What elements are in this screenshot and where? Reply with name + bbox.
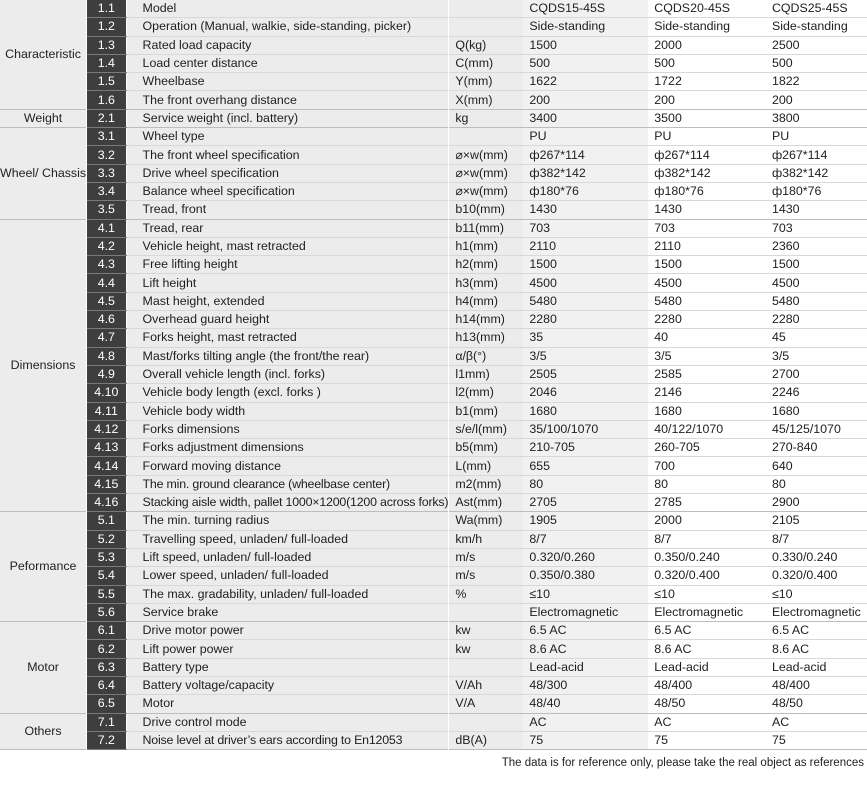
spec-item-label: Motor [126, 695, 449, 713]
spec-unit: L(mm) [449, 457, 524, 475]
row-number: 4.1 [87, 219, 126, 237]
spec-unit: % [449, 585, 524, 603]
value-cqds15-45s: 48/300 [523, 676, 648, 694]
spec-unit: h4(mm) [449, 292, 524, 310]
value-cqds20-45s: 200 [648, 91, 766, 109]
value-cqds20-45s: 75 [648, 731, 766, 749]
value-cqds20-45s: 1722 [648, 73, 766, 91]
value-cqds25-45s: 2105 [766, 512, 867, 530]
spec-row-6-5 [0, 695, 867, 713]
value-cqds25-45s: 1680 [766, 402, 867, 420]
value-cqds20-45s: 2000 [648, 512, 766, 530]
value-cqds25-45s: Electromagnetic [766, 603, 867, 621]
value-cqds20-45s: 3500 [648, 109, 766, 127]
spec-row-5-3 [0, 548, 867, 566]
spec-row-7-1 [0, 713, 867, 731]
value-cqds20-45s: 40 [648, 329, 766, 347]
spec-item-label: Forks height, mast retracted [126, 329, 449, 347]
spec-row-6-4 [0, 676, 867, 694]
value-cqds25-45s: 2246 [766, 384, 867, 402]
spec-item-label: Battery type [126, 658, 449, 676]
spec-row-5-6 [0, 603, 867, 621]
value-cqds20-45s: 2000 [648, 36, 766, 54]
row-number: 2.1 [87, 109, 126, 127]
spec-item-label: Drive motor power [126, 622, 449, 640]
row-number: 4.15 [87, 475, 126, 493]
value-cqds25-45s: 8/7 [766, 530, 867, 548]
value-cqds25-45s: 2900 [766, 494, 867, 512]
spec-unit: Ast(mm) [449, 494, 524, 512]
spec-row-1-3 [0, 36, 867, 54]
row-number: 5.1 [87, 512, 126, 530]
row-number: 4.6 [87, 311, 126, 329]
row-number: 4.13 [87, 439, 126, 457]
footer-note: The data is for reference only, please take the real object as references [501, 757, 864, 769]
value-cqds15-45s: ф180*76 [523, 182, 648, 200]
spec-unit: C(mm) [449, 54, 524, 72]
row-number: 1.6 [87, 91, 126, 109]
spec-item-label: Noise level at driver’s ears according to En12053 [126, 731, 449, 749]
spec-item-label: Tread, rear [126, 219, 449, 237]
group-label: Wheel/ Chassis [0, 128, 87, 219]
spec-row-4-12 [0, 420, 867, 438]
spec-unit: m2(mm) [449, 475, 524, 493]
spec-unit: ⌀×w(mm) [449, 164, 524, 182]
value-cqds20-45s: 0.350/0.240 [648, 548, 766, 566]
value-cqds25-45s: 75 [766, 731, 867, 749]
value-cqds20-45s: 2585 [648, 365, 766, 383]
value-cqds25-45s: 0.330/0.240 [766, 548, 867, 566]
value-cqds15-45s: 1622 [523, 73, 648, 91]
spec-unit: m/s [449, 567, 524, 585]
value-cqds20-45s: Electromagnetic [648, 603, 766, 621]
spec-item-label: Wheel type [126, 128, 449, 146]
spec-row-6-1 [0, 622, 867, 640]
spec-row-3-2 [0, 146, 867, 164]
spec-row-4-16 [0, 494, 867, 512]
value-cqds15-45s: 210-705 [523, 439, 648, 457]
spec-item-label: The max. gradability, unladen/ full-loaded [126, 585, 449, 603]
row-number: 5.2 [87, 530, 126, 548]
spec-item-label: Tread, front [126, 201, 449, 219]
value-cqds25-45s: 0.320/0.400 [766, 567, 867, 585]
spec-row-5-1 [0, 512, 867, 530]
spec-item-label: Travelling speed, unladen/ full-loaded [126, 530, 449, 548]
value-cqds25-45s: 1822 [766, 73, 867, 91]
row-number: 7.2 [87, 731, 126, 749]
value-cqds15-45s: ф382*142 [523, 164, 648, 182]
spec-unit [449, 713, 524, 731]
row-number: 4.10 [87, 384, 126, 402]
value-cqds15-45s: 6.5 AC [523, 622, 648, 640]
group-label: Peformance [0, 512, 87, 622]
value-cqds15-45s: 8.6 AC [523, 640, 648, 658]
spec-item-label: Lift speed, unladen/ full-loaded [126, 548, 449, 566]
value-cqds20-45s: 1680 [648, 402, 766, 420]
spec-unit: Q(kg) [449, 36, 524, 54]
row-number: 3.5 [87, 201, 126, 219]
value-cqds25-45s: 4500 [766, 274, 867, 292]
row-number: 4.16 [87, 494, 126, 512]
spec-unit: ⌀×w(mm) [449, 146, 524, 164]
value-cqds20-45s: 3/5 [648, 347, 766, 365]
value-cqds25-45s: 3800 [766, 109, 867, 127]
value-cqds25-45s: 80 [766, 475, 867, 493]
spec-unit: h1(mm) [449, 237, 524, 255]
value-cqds15-45s: 1500 [523, 36, 648, 54]
value-cqds15-45s: PU [523, 128, 648, 146]
spec-item-label: The front wheel specification [126, 146, 449, 164]
value-cqds20-45s: ф382*142 [648, 164, 766, 182]
value-cqds20-45s: AC [648, 713, 766, 731]
row-number: 6.3 [87, 658, 126, 676]
spec-item-label: Service weight (incl. battery) [126, 109, 449, 127]
spec-item-label: Wheelbase [126, 73, 449, 91]
value-cqds20-45s: 1430 [648, 201, 766, 219]
row-number: 7.1 [87, 713, 126, 731]
value-cqds25-45s: Lead-acid [766, 658, 867, 676]
spec-row-1-5 [0, 73, 867, 91]
spec-unit: l1mm) [449, 365, 524, 383]
spec-row-4-14 [0, 457, 867, 475]
value-cqds15-45s: 2280 [523, 311, 648, 329]
value-cqds25-45s: ф180*76 [766, 182, 867, 200]
value-cqds25-45s: ф267*114 [766, 146, 867, 164]
value-cqds15-45s: CQDS15-45S [523, 0, 648, 18]
spec-item-label: Drive wheel specification [126, 164, 449, 182]
value-cqds15-45s: AC [523, 713, 648, 731]
row-number: 4.11 [87, 402, 126, 420]
group-label: Dimensions [0, 219, 87, 512]
spec-item-label: The front overhang distance [126, 91, 449, 109]
value-cqds25-45s: 48/50 [766, 695, 867, 713]
value-cqds15-45s: 655 [523, 457, 648, 475]
value-cqds20-45s: 700 [648, 457, 766, 475]
spec-unit [449, 0, 524, 18]
row-number: 3.3 [87, 164, 126, 182]
value-cqds15-45s: 2505 [523, 365, 648, 383]
value-cqds25-45s: 3/5 [766, 347, 867, 365]
value-cqds20-45s: ≤10 [648, 585, 766, 603]
spec-row-2-1 [0, 109, 867, 127]
spec-row-1-4 [0, 54, 867, 72]
row-number: 1.3 [87, 36, 126, 54]
row-number: 4.9 [87, 365, 126, 383]
value-cqds15-45s: 3400 [523, 109, 648, 127]
row-number: 1.5 [87, 73, 126, 91]
value-cqds15-45s: 1680 [523, 402, 648, 420]
row-number: 3.2 [87, 146, 126, 164]
row-number: 6.5 [87, 695, 126, 713]
spec-unit: X(mm) [449, 91, 524, 109]
spec-row-1-2 [0, 18, 867, 36]
value-cqds25-45s: 1430 [766, 201, 867, 219]
row-number: 4.5 [87, 292, 126, 310]
value-cqds25-45s: 8.6 AC [766, 640, 867, 658]
row-number: 1.2 [87, 18, 126, 36]
spec-unit: V/Ah [449, 676, 524, 694]
spec-row-4-7 [0, 329, 867, 347]
spec-item-label: Free lifting height [126, 256, 449, 274]
spec-row-4-6 [0, 311, 867, 329]
value-cqds20-45s: 2146 [648, 384, 766, 402]
spec-item-label: Lift height [126, 274, 449, 292]
spec-item-label: Load center distance [126, 54, 449, 72]
value-cqds20-45s: 2785 [648, 494, 766, 512]
value-cqds20-45s: 0.320/0.400 [648, 567, 766, 585]
spec-item-label: Forks adjustment dimensions [126, 439, 449, 457]
row-number: 4.3 [87, 256, 126, 274]
value-cqds20-45s: 500 [648, 54, 766, 72]
spec-row-1-6 [0, 91, 867, 109]
value-cqds20-45s: 2280 [648, 311, 766, 329]
value-cqds15-45s: 80 [523, 475, 648, 493]
value-cqds25-45s: 500 [766, 54, 867, 72]
row-number: 4.8 [87, 347, 126, 365]
row-number: 3.4 [87, 182, 126, 200]
spec-item-label: Overall vehicle length (incl. forks) [126, 365, 449, 383]
row-number: 1.4 [87, 54, 126, 72]
value-cqds20-45s: 40/122/1070 [648, 420, 766, 438]
spec-row-4-9 [0, 365, 867, 383]
spec-item-label: Forks dimensions [126, 420, 449, 438]
spec-item-label: The min. ground clearance (wheelbase center) [126, 475, 449, 493]
spec-item-label: Mast/forks tilting angle (the front/the rear) [126, 347, 449, 365]
value-cqds15-45s: 0.350/0.380 [523, 567, 648, 585]
spec-unit [449, 128, 524, 146]
row-number: 4.4 [87, 274, 126, 292]
spec-unit: kw [449, 640, 524, 658]
spec-item-label: Balance wheel specification [126, 182, 449, 200]
value-cqds15-45s: 3/5 [523, 347, 648, 365]
spec-item-label: Vehicle body width [126, 402, 449, 420]
value-cqds15-45s: Side-standing [523, 18, 648, 36]
value-cqds20-45s: Lead-acid [648, 658, 766, 676]
row-number: 4.14 [87, 457, 126, 475]
value-cqds15-45s: 75 [523, 731, 648, 749]
value-cqds25-45s: ≤10 [766, 585, 867, 603]
value-cqds20-45s: Side-standing [648, 18, 766, 36]
value-cqds15-45s: ≤10 [523, 585, 648, 603]
spec-unit: kg [449, 109, 524, 127]
spec-row-3-4 [0, 182, 867, 200]
spec-row-5-4 [0, 567, 867, 585]
value-cqds20-45s: 1500 [648, 256, 766, 274]
value-cqds25-45s: 2700 [766, 365, 867, 383]
spec-unit: V/A [449, 695, 524, 713]
spec-unit: kw [449, 622, 524, 640]
spec-item-label: Battery voltage/capacity [126, 676, 449, 694]
spec-row-4-5 [0, 292, 867, 310]
spec-item-label: Vehicle height, mast retracted [126, 237, 449, 255]
spec-item-label: Lift power power [126, 640, 449, 658]
value-cqds25-45s: 2500 [766, 36, 867, 54]
row-number: 3.1 [87, 128, 126, 146]
spec-item-label: Operation (Manual, walkie, side-standing, picker) [126, 18, 449, 36]
spec-row-6-2 [0, 640, 867, 658]
spec-row-5-2 [0, 530, 867, 548]
spec-item-label: Stacking aisle width, pallet 1000×1200(1200 across forks) [126, 494, 449, 512]
spec-row-7-2 [0, 731, 867, 749]
row-number: 6.4 [87, 676, 126, 694]
group-label: Characteristic [0, 0, 87, 109]
spec-unit: ⌀×w(mm) [449, 182, 524, 200]
row-number: 6.1 [87, 622, 126, 640]
value-cqds25-45s: ф382*142 [766, 164, 867, 182]
value-cqds20-45s: 703 [648, 219, 766, 237]
value-cqds25-45s: 5480 [766, 292, 867, 310]
value-cqds20-45s: 8/7 [648, 530, 766, 548]
value-cqds25-45s: 45/125/1070 [766, 420, 867, 438]
value-cqds15-45s: 2705 [523, 494, 648, 512]
spec-unit: h14(mm) [449, 311, 524, 329]
value-cqds25-45s: 6.5 AC [766, 622, 867, 640]
value-cqds20-45s: 260-705 [648, 439, 766, 457]
spec-unit: Y(mm) [449, 73, 524, 91]
spec-unit: Wa(mm) [449, 512, 524, 530]
value-cqds20-45s: CQDS20-45S [648, 0, 766, 18]
spec-unit: dB(A) [449, 731, 524, 749]
row-number: 5.4 [87, 567, 126, 585]
value-cqds25-45s: 48/400 [766, 676, 867, 694]
row-number: 4.7 [87, 329, 126, 347]
value-cqds20-45s: 80 [648, 475, 766, 493]
value-cqds15-45s: 500 [523, 54, 648, 72]
value-cqds15-45s: ф267*114 [523, 146, 648, 164]
value-cqds15-45s: 1500 [523, 256, 648, 274]
spec-row-4-13 [0, 439, 867, 457]
spec-item-label: Lower speed, unladen/ full-loaded [126, 567, 449, 585]
spec-unit: l2(mm) [449, 384, 524, 402]
spec-row-4-10 [0, 384, 867, 402]
spec-row-3-3 [0, 164, 867, 182]
value-cqds15-45s: Lead-acid [523, 658, 648, 676]
spec-unit: b10(mm) [449, 201, 524, 219]
spec-row-1-1 [0, 0, 867, 18]
spec-item-label: The min. turning radius [126, 512, 449, 530]
spec-item-label: Overhead guard height [126, 311, 449, 329]
value-cqds20-45s: 2110 [648, 237, 766, 255]
spec-row-4-4 [0, 274, 867, 292]
spec-row-3-1 [0, 128, 867, 146]
value-cqds20-45s: ф267*114 [648, 146, 766, 164]
value-cqds20-45s: 8.6 AC [648, 640, 766, 658]
value-cqds15-45s: 703 [523, 219, 648, 237]
spec-unit: b5(mm) [449, 439, 524, 457]
row-number: 6.2 [87, 640, 126, 658]
spec-unit [449, 658, 524, 676]
group-label: Motor [0, 622, 87, 713]
value-cqds25-45s: 270-840 [766, 439, 867, 457]
value-cqds20-45s: 4500 [648, 274, 766, 292]
value-cqds15-45s: 35 [523, 329, 648, 347]
spec-item-label: Service brake [126, 603, 449, 621]
spec-item-label: Drive control mode [126, 713, 449, 731]
value-cqds20-45s: 48/50 [648, 695, 766, 713]
spec-unit: α/β(°) [449, 347, 524, 365]
value-cqds15-45s: 1430 [523, 201, 648, 219]
spec-unit: h13(mm) [449, 329, 524, 347]
value-cqds25-45s: 1500 [766, 256, 867, 274]
value-cqds15-45s: 35/100/1070 [523, 420, 648, 438]
row-number: 5.3 [87, 548, 126, 566]
value-cqds25-45s: 200 [766, 91, 867, 109]
value-cqds15-45s: 2046 [523, 384, 648, 402]
value-cqds20-45s: PU [648, 128, 766, 146]
spec-item-label: Forward moving distance [126, 457, 449, 475]
value-cqds15-45s: Electromagnetic [523, 603, 648, 621]
spec-item-label: Model [126, 0, 449, 18]
spec-unit: b11(mm) [449, 219, 524, 237]
value-cqds25-45s: 640 [766, 457, 867, 475]
value-cqds15-45s: 200 [523, 91, 648, 109]
row-number: 4.12 [87, 420, 126, 438]
value-cqds25-45s: 2360 [766, 237, 867, 255]
value-cqds25-45s: 703 [766, 219, 867, 237]
spec-row-4-3 [0, 256, 867, 274]
spec-row-3-5 [0, 201, 867, 219]
value-cqds15-45s: 5480 [523, 292, 648, 310]
value-cqds25-45s: PU [766, 128, 867, 146]
value-cqds15-45s: 2110 [523, 237, 648, 255]
value-cqds15-45s: 0.320/0.260 [523, 548, 648, 566]
row-number: 5.6 [87, 603, 126, 621]
value-cqds15-45s: 8/7 [523, 530, 648, 548]
spec-unit: km/h [449, 530, 524, 548]
spec-row-5-5 [0, 585, 867, 603]
group-label: Others [0, 713, 87, 750]
row-number: 5.5 [87, 585, 126, 603]
spec-row-6-3 [0, 658, 867, 676]
value-cqds15-45s: 1905 [523, 512, 648, 530]
value-cqds25-45s: AC [766, 713, 867, 731]
value-cqds25-45s: 2280 [766, 311, 867, 329]
spec-row-4-11 [0, 402, 867, 420]
value-cqds20-45s: 5480 [648, 292, 766, 310]
group-label: Weight [0, 109, 87, 127]
spec-unit: s/e/l(mm) [449, 420, 524, 438]
row-number: 4.2 [87, 237, 126, 255]
spec-unit [449, 603, 524, 621]
spec-unit: b1(mm) [449, 402, 524, 420]
value-cqds25-45s: Side-standing [766, 18, 867, 36]
spec-row-4-2 [0, 237, 867, 255]
value-cqds20-45s: 6.5 AC [648, 622, 766, 640]
value-cqds25-45s: CQDS25-45S [766, 0, 867, 18]
value-cqds20-45s: 48/400 [648, 676, 766, 694]
spec-unit [449, 18, 524, 36]
spec-item-label: Rated load capacity [126, 36, 449, 54]
spec-item-label: Mast height, extended [126, 292, 449, 310]
value-cqds15-45s: 48/40 [523, 695, 648, 713]
spec-row-4-8 [0, 347, 867, 365]
value-cqds15-45s: 4500 [523, 274, 648, 292]
row-number: 1.1 [87, 0, 126, 18]
spec-item-label: Vehicle body length (excl. forks ) [126, 384, 449, 402]
value-cqds20-45s: ф180*76 [648, 182, 766, 200]
spec-row-4-15 [0, 475, 867, 493]
spec-unit: h2(mm) [449, 256, 524, 274]
spec-row-4-1 [0, 219, 867, 237]
value-cqds25-45s: 45 [766, 329, 867, 347]
spec-unit: m/s [449, 548, 524, 566]
spec-unit: h3(mm) [449, 274, 524, 292]
